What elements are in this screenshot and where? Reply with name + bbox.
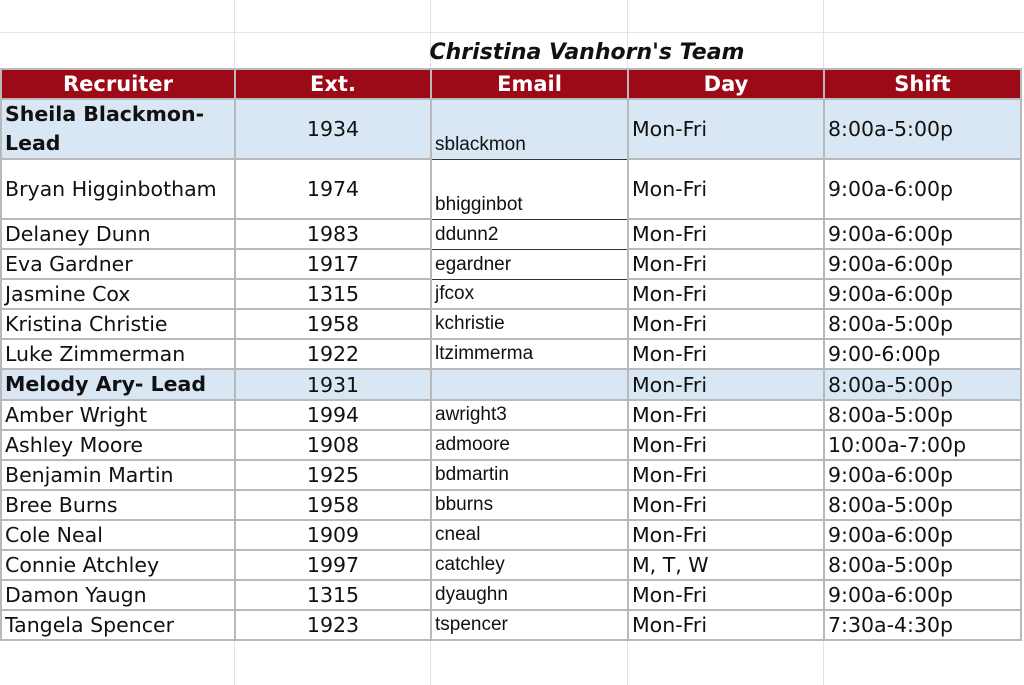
recruiter-cell[interactable]: Sheila Blackmon-Lead xyxy=(1,99,235,159)
ext-cell[interactable]: 1983 xyxy=(235,219,431,249)
shift-cell[interactable]: 8:00a-5:00p xyxy=(824,369,1021,400)
ext-cell[interactable]: 1934 xyxy=(235,99,431,159)
email-cell[interactable]: tspencer xyxy=(431,610,628,640)
shift-cell[interactable]: 9:00a-6:00p xyxy=(824,219,1021,249)
table-row xyxy=(1,550,1021,580)
email-cell[interactable]: sblackmon xyxy=(431,99,628,159)
email-cell[interactable]: catchley xyxy=(431,550,628,580)
ext-cell[interactable]: 1315 xyxy=(235,279,431,309)
ext-cell[interactable]: 1922 xyxy=(235,339,431,369)
table-row xyxy=(1,610,1021,640)
column-header-email[interactable]: Email xyxy=(431,69,628,99)
recruiter-cell[interactable]: Amber Wright xyxy=(1,400,235,430)
shift-cell[interactable]: 9:00a-6:00p xyxy=(824,580,1021,610)
shift-cell[interactable]: 8:00a-5:00p xyxy=(824,99,1021,159)
table-row xyxy=(1,219,1021,249)
email-cell[interactable]: ddunn2 xyxy=(431,219,628,249)
recruiter-cell[interactable]: Eva Gardner xyxy=(1,249,235,279)
day-cell[interactable]: Mon-Fri xyxy=(628,369,824,400)
ext-cell[interactable]: 1931 xyxy=(235,369,431,400)
day-cell[interactable]: Mon-Fri xyxy=(628,249,824,279)
column-header-shift[interactable]: Shift xyxy=(824,69,1021,99)
day-cell[interactable]: Mon-Fri xyxy=(628,99,824,159)
recruiter-cell[interactable]: Tangela Spencer xyxy=(1,610,235,640)
email-cell[interactable]: awright3 xyxy=(431,400,628,430)
recruiter-cell[interactable]: Benjamin Martin xyxy=(1,460,235,490)
table-row xyxy=(1,339,1021,369)
table-row xyxy=(1,460,1021,490)
shift-cell[interactable]: 8:00a-5:00p xyxy=(824,400,1021,430)
ext-cell[interactable]: 1917 xyxy=(235,249,431,279)
shift-cell[interactable]: 9:00-6:00p xyxy=(824,339,1021,369)
table-row xyxy=(1,99,1021,159)
email-cell[interactable]: jfcox xyxy=(431,279,628,309)
recruiter-cell[interactable]: Bryan Higginbotham xyxy=(1,159,235,219)
recruiter-cell[interactable]: Kristina Christie xyxy=(1,309,235,339)
shift-cell[interactable]: 7:30a-4:30p xyxy=(824,610,1021,640)
email-cell[interactable]: dyaughn xyxy=(431,580,628,610)
day-cell[interactable]: Mon-Fri xyxy=(628,580,824,610)
table-row xyxy=(1,490,1021,520)
email-cell[interactable] xyxy=(431,369,628,400)
day-cell[interactable]: Mon-Fri xyxy=(628,339,824,369)
shift-cell[interactable]: 9:00a-6:00p xyxy=(824,460,1021,490)
email-cell[interactable]: kchristie xyxy=(431,309,628,339)
team-table xyxy=(0,68,1022,641)
ext-cell[interactable]: 1958 xyxy=(235,490,431,520)
ext-cell[interactable]: 1997 xyxy=(235,550,431,580)
ext-cell[interactable]: 1909 xyxy=(235,520,431,550)
email-cell[interactable]: egardner xyxy=(431,249,628,279)
shift-cell[interactable]: 9:00a-6:00p xyxy=(824,520,1021,550)
email-cell[interactable]: cneal xyxy=(431,520,628,550)
day-cell[interactable]: M, T, W xyxy=(628,550,824,580)
recruiter-cell[interactable]: Damon Yaugn xyxy=(1,580,235,610)
shift-cell[interactable]: 10:00a-7:00p xyxy=(824,430,1021,460)
email-cell[interactable]: bdmartin xyxy=(431,460,628,490)
shift-cell[interactable]: 9:00a-6:00p xyxy=(824,249,1021,279)
shift-cell[interactable]: 8:00a-5:00p xyxy=(824,550,1021,580)
ext-cell[interactable]: 1315 xyxy=(235,580,431,610)
day-cell[interactable]: Mon-Fri xyxy=(628,159,824,219)
column-header-recruiter[interactable]: Recruiter xyxy=(1,69,235,99)
team-title: Christina Vanhorn's Team xyxy=(429,40,745,65)
day-cell[interactable]: Mon-Fri xyxy=(628,309,824,339)
table-row xyxy=(1,400,1021,430)
day-cell[interactable]: Mon-Fri xyxy=(628,400,824,430)
ext-cell[interactable]: 1925 xyxy=(235,460,431,490)
day-cell[interactable]: Mon-Fri xyxy=(628,490,824,520)
table-row xyxy=(1,159,1021,219)
shift-cell[interactable]: 9:00a-6:00p xyxy=(824,159,1021,219)
ext-cell[interactable]: 1994 xyxy=(235,400,431,430)
recruiter-cell[interactable]: Melody Ary- Lead xyxy=(1,369,235,400)
shift-cell[interactable]: 8:00a-5:00p xyxy=(824,490,1021,520)
table-row xyxy=(1,520,1021,550)
recruiter-cell[interactable]: Delaney Dunn xyxy=(1,219,235,249)
recruiter-cell[interactable]: Connie Atchley xyxy=(1,550,235,580)
ext-cell[interactable]: 1974 xyxy=(235,159,431,219)
email-cell[interactable]: bburns xyxy=(431,490,628,520)
day-cell[interactable]: Mon-Fri xyxy=(628,219,824,249)
table-row xyxy=(1,249,1021,279)
table-row xyxy=(1,279,1021,309)
column-header-day[interactable]: Day xyxy=(628,69,824,99)
ext-cell[interactable]: 1923 xyxy=(235,610,431,640)
header-row xyxy=(1,69,1021,99)
table-row xyxy=(1,430,1021,460)
ext-cell[interactable]: 1958 xyxy=(235,309,431,339)
day-cell[interactable]: Mon-Fri xyxy=(628,279,824,309)
day-cell[interactable]: Mon-Fri xyxy=(628,610,824,640)
shift-cell[interactable]: 9:00a-6:00p xyxy=(824,279,1021,309)
ext-cell[interactable]: 1908 xyxy=(235,430,431,460)
recruiter-cell[interactable]: Bree Burns xyxy=(1,490,235,520)
recruiter-cell[interactable]: Jasmine Cox xyxy=(1,279,235,309)
email-cell[interactable]: ltzimmerma xyxy=(431,339,628,369)
recruiter-cell[interactable]: Ashley Moore xyxy=(1,430,235,460)
email-cell[interactable]: bhigginbot xyxy=(431,159,628,219)
table-row xyxy=(1,580,1021,610)
sheet-gridline xyxy=(0,32,1024,33)
shift-cell[interactable]: 8:00a-5:00p xyxy=(824,309,1021,339)
day-cell[interactable]: Mon-Fri xyxy=(628,520,824,550)
recruiter-cell[interactable]: Cole Neal xyxy=(1,520,235,550)
table-row xyxy=(1,369,1021,400)
column-header-ext[interactable]: Ext. xyxy=(235,69,431,99)
table-row xyxy=(1,309,1021,339)
day-cell[interactable]: Mon-Fri xyxy=(628,460,824,490)
day-cell[interactable]: Mon-Fri xyxy=(628,430,824,460)
recruiter-cell[interactable]: Luke Zimmerman xyxy=(1,339,235,369)
email-cell[interactable]: admoore xyxy=(431,430,628,460)
